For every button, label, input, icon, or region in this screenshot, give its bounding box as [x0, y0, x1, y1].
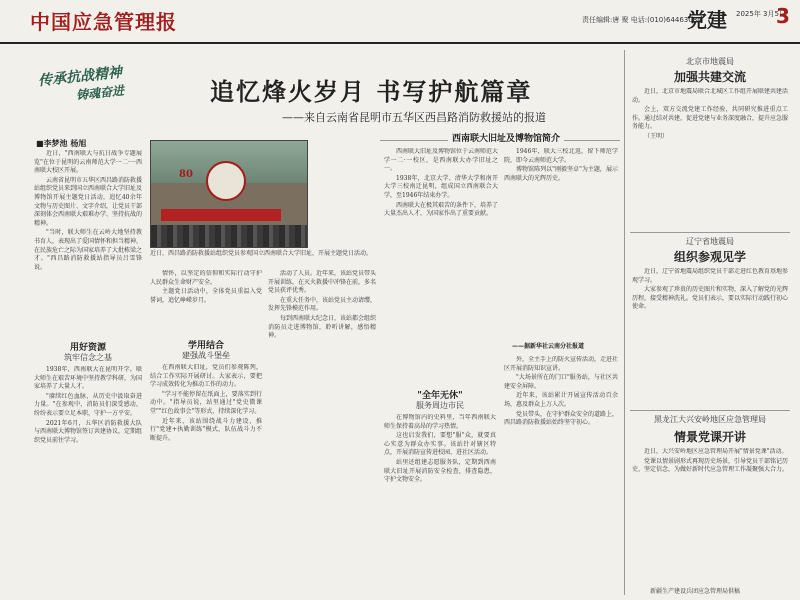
- subheadline: ——来自云南省昆明市五华区西昌路消防救援站的报道: [282, 111, 546, 124]
- brief-1-title: 加强共建交流: [673, 70, 746, 84]
- footer-note: 新疆生产建设兵团应急管理局供稿: [650, 588, 741, 595]
- sidebar-column-1: [384, 148, 498, 338]
- article-column-5: [504, 356, 618, 596]
- paragraph: 近日，辽宁省地震局组织党员干部走进红色教育基地参观学习。: [632, 268, 788, 284]
- brief-2-kicker: 辽宁省地震局: [686, 237, 734, 246]
- paragraph: 近日，大兴安岭地区应急管理局开展"情景党课"活动。: [644, 448, 788, 455]
- brief-1-body: [632, 88, 788, 228]
- paragraph: 近日，"西南联大与抗日战争专题展览"在位于昆明的云南师范大学一二·一西南联大校区开展。: [34, 150, 142, 175]
- paragraph: "大场景所在的门口"服务站，与社区共建安全屏障。: [504, 374, 618, 390]
- paragraph: "当时，联大师生在云岭大地坚持教书育人，表现出了爱国情怀和担当精神，在民族危亡之际为国家培养了大批栋梁之才。"西昌路消防救援站指导员吕雪锋说。: [34, 229, 142, 271]
- brief-2-title: 组织参观见学: [673, 250, 746, 264]
- section-heading-1: 用好资源: [69, 343, 106, 353]
- headline: 追忆烽火岁月 书写护航篇章: [210, 78, 533, 106]
- photo-red-banner: [161, 209, 281, 221]
- paragraph: 站里还组建志愿服务队，定期到西南联大旧址开展消防安全检查，排查隐患，守护文物安全。: [384, 458, 496, 484]
- photo-sign-text: 80: [179, 169, 193, 180]
- section-subheading-2: 建强战斗堡垒: [182, 351, 230, 360]
- brief-1-kicker: 北京市地震局: [686, 57, 734, 66]
- brief-divider: [630, 232, 790, 233]
- paragraph: 2021年6月，五华区消防救援大队与西南联大博物馆签订共建协议，定期组织党员前往学习。: [34, 419, 142, 444]
- article-column-2b: [150, 364, 262, 596]
- paragraph: 1938年，西南联大在昆明开学。联大师生在艰苦环境中坚持教学科研，为国家培养了大量人才。: [34, 366, 142, 391]
- paragraph: 这也启发我们，要想"服"众，就要真心实意为群众办实事。该站针对辖区特点，开展消防宣传进校园、进社区活动。: [384, 432, 496, 457]
- paragraph: 主题党日活动中，全体党员重温入党誓词，追忆峥嵘岁月。: [150, 288, 262, 304]
- paragraph: 近年来，该站围绕战斗力建设，推行"党建+执勤训练"模式，队伍战斗力不断提升。: [150, 417, 262, 442]
- brief-3-body: [632, 448, 788, 582]
- paragraph: 党课以情景剧形式再现历史场景，引导党员干部铭记历史、坚定信念，为做好新时代应急管理工作凝聚强大合力。: [632, 457, 788, 474]
- article-photo: [150, 140, 308, 248]
- issue-date: 2025年 3月5日: [736, 10, 786, 18]
- photo-people: [151, 225, 308, 248]
- paragraph: "学习不能停留在纸面上，要落实到行动中。"指导员说，站里通过"党史微课堂""红色故事会"等形式，持续深化学习。: [150, 390, 262, 415]
- paragraph: 近日，北京市地震局联合北城区工作组开展联建共建活动。: [632, 88, 788, 104]
- article-column-1b: [34, 366, 142, 596]
- article-column-2: [150, 270, 262, 330]
- paragraph: 博物馆陈列以"刚毅坚卓"为主题，展示西南联大的光辉历史。: [504, 166, 618, 182]
- brief-1-credit: （王明）: [644, 132, 669, 140]
- byline: ■李梦池 杨旭: [36, 138, 87, 148]
- paragraph: 云南省昆明市五华区西昌路消防救援站组织党员来到国立西南联合大学旧址及博物馆开展主题党日活动，追忆40余年文物与历史图片、文字介绍，让党员干部深刻体会西南联大艰难办学、坚持抗战的精神。: [34, 176, 142, 227]
- column-divider: [624, 50, 625, 595]
- brief-3-title: 情景党课开讲: [673, 430, 746, 444]
- section-subheading-3: 服务周边市民: [416, 401, 464, 410]
- article-column-1: [34, 150, 142, 328]
- sidebar-title: 西南联大旧址及博物馆简介: [448, 131, 564, 144]
- paragraph: 每到西南联大纪念日，该站都会组织消防员走进博物馆，聆听讲解，感悟精神。: [268, 314, 376, 340]
- brief-3-kicker: 黑龙江大兴安岭地区应急管理局: [654, 415, 766, 424]
- masthead: [0, 0, 800, 44]
- paragraph: 近年来，该站累计开展宣传活动百余场，惠及群众上万人次。: [504, 392, 618, 408]
- banner-line2: 铸魂奋进: [75, 83, 125, 103]
- paragraph: 在博物馆内的史料里，当年西南联大师生保持着高昂的学习热情。: [384, 414, 496, 430]
- paragraph: 党员带头，在守护群众安全的道路上，西昌路消防救援站始终坚守初心。: [504, 410, 618, 427]
- paragraph: 活动了人员。近年来，该站党员带头开展训练，在灭火救援中冲锋在前，多名党员获评优秀。: [268, 270, 376, 295]
- paragraph: 大家参观了珍贵的历史图片和实物，深入了解党的光辉历程，接受精神洗礼。党员们表示，要以实际行动践行初心使命。: [632, 286, 788, 311]
- sidebar-column-2: [504, 148, 618, 338]
- photo-caption: 近日，西昌路消防救援站组织党员参观国立西南联合大学旧址，开展主题党日活动。: [150, 250, 373, 257]
- newspaper-logo: 中国应急管理报: [30, 10, 177, 34]
- section-heading-3: "全年无休": [417, 391, 463, 401]
- photo-sign: [206, 161, 246, 201]
- banner-line1: 传承抗战精神: [37, 64, 123, 90]
- section-subheading-1: 筑牢信念之基: [64, 353, 112, 362]
- paragraph: 西南联大在极其艰苦的条件下，培养了大量杰出人才，为国家作出了重要贡献。: [384, 201, 498, 218]
- brief-2-body: [632, 268, 788, 404]
- paragraph: 情怀，以坚定的信仰和实际行动守护人民群众生命财产安全。: [150, 270, 262, 286]
- section-name: 党建: [687, 8, 727, 32]
- column-banner: [30, 60, 165, 103]
- paragraph: 会上，双方交流党建工作经验，共同研究推进重点工作。通过结对共建，促进党建与业务深度融合，提升应急服务能力。: [632, 106, 788, 131]
- paragraph: 西南联大旧址及博物馆位于云南师范大学一二·一校区，是西南联大办学旧址之一。: [384, 148, 498, 173]
- sidebar-credit: ——据新华社云南分社报道: [512, 343, 585, 350]
- brief-divider: [630, 410, 790, 411]
- paragraph: 1946年，联大三校北返，留下师范学院，即今云南师范大学。: [504, 148, 618, 164]
- page-number: 3: [776, 4, 790, 28]
- paragraph: 1938年，北京大学、清华大学和南开大学三校南迁昆明，组成国立西南联合大学，至1946年结束办学。: [384, 174, 498, 199]
- paragraph: 在西南联大旧址，党员们参观陈列，结合工作实际开展研讨。大家表示，要把学习成效转化为推动工作的动力。: [150, 364, 262, 389]
- article-column-4: [384, 414, 496, 596]
- paragraph: "赓续红色血脉，从历史中汲取奋进力量。"在参观中，消防员们深受感动，纷纷表示要立足本职，守护一方平安。: [34, 392, 142, 417]
- paragraph: 在重大任务中，该站党员主动请缨，发挥先锋模范作用。: [268, 296, 376, 313]
- section-heading-2: 学用结合: [187, 341, 224, 351]
- paragraph: 外，全主手上的防火宣传活动，走进社区开展消防知识宣讲。: [504, 356, 618, 372]
- editor-info: 责任编辑:唐 聚 电话:(010)64463084: [582, 16, 702, 24]
- article-column-3: [268, 270, 376, 596]
